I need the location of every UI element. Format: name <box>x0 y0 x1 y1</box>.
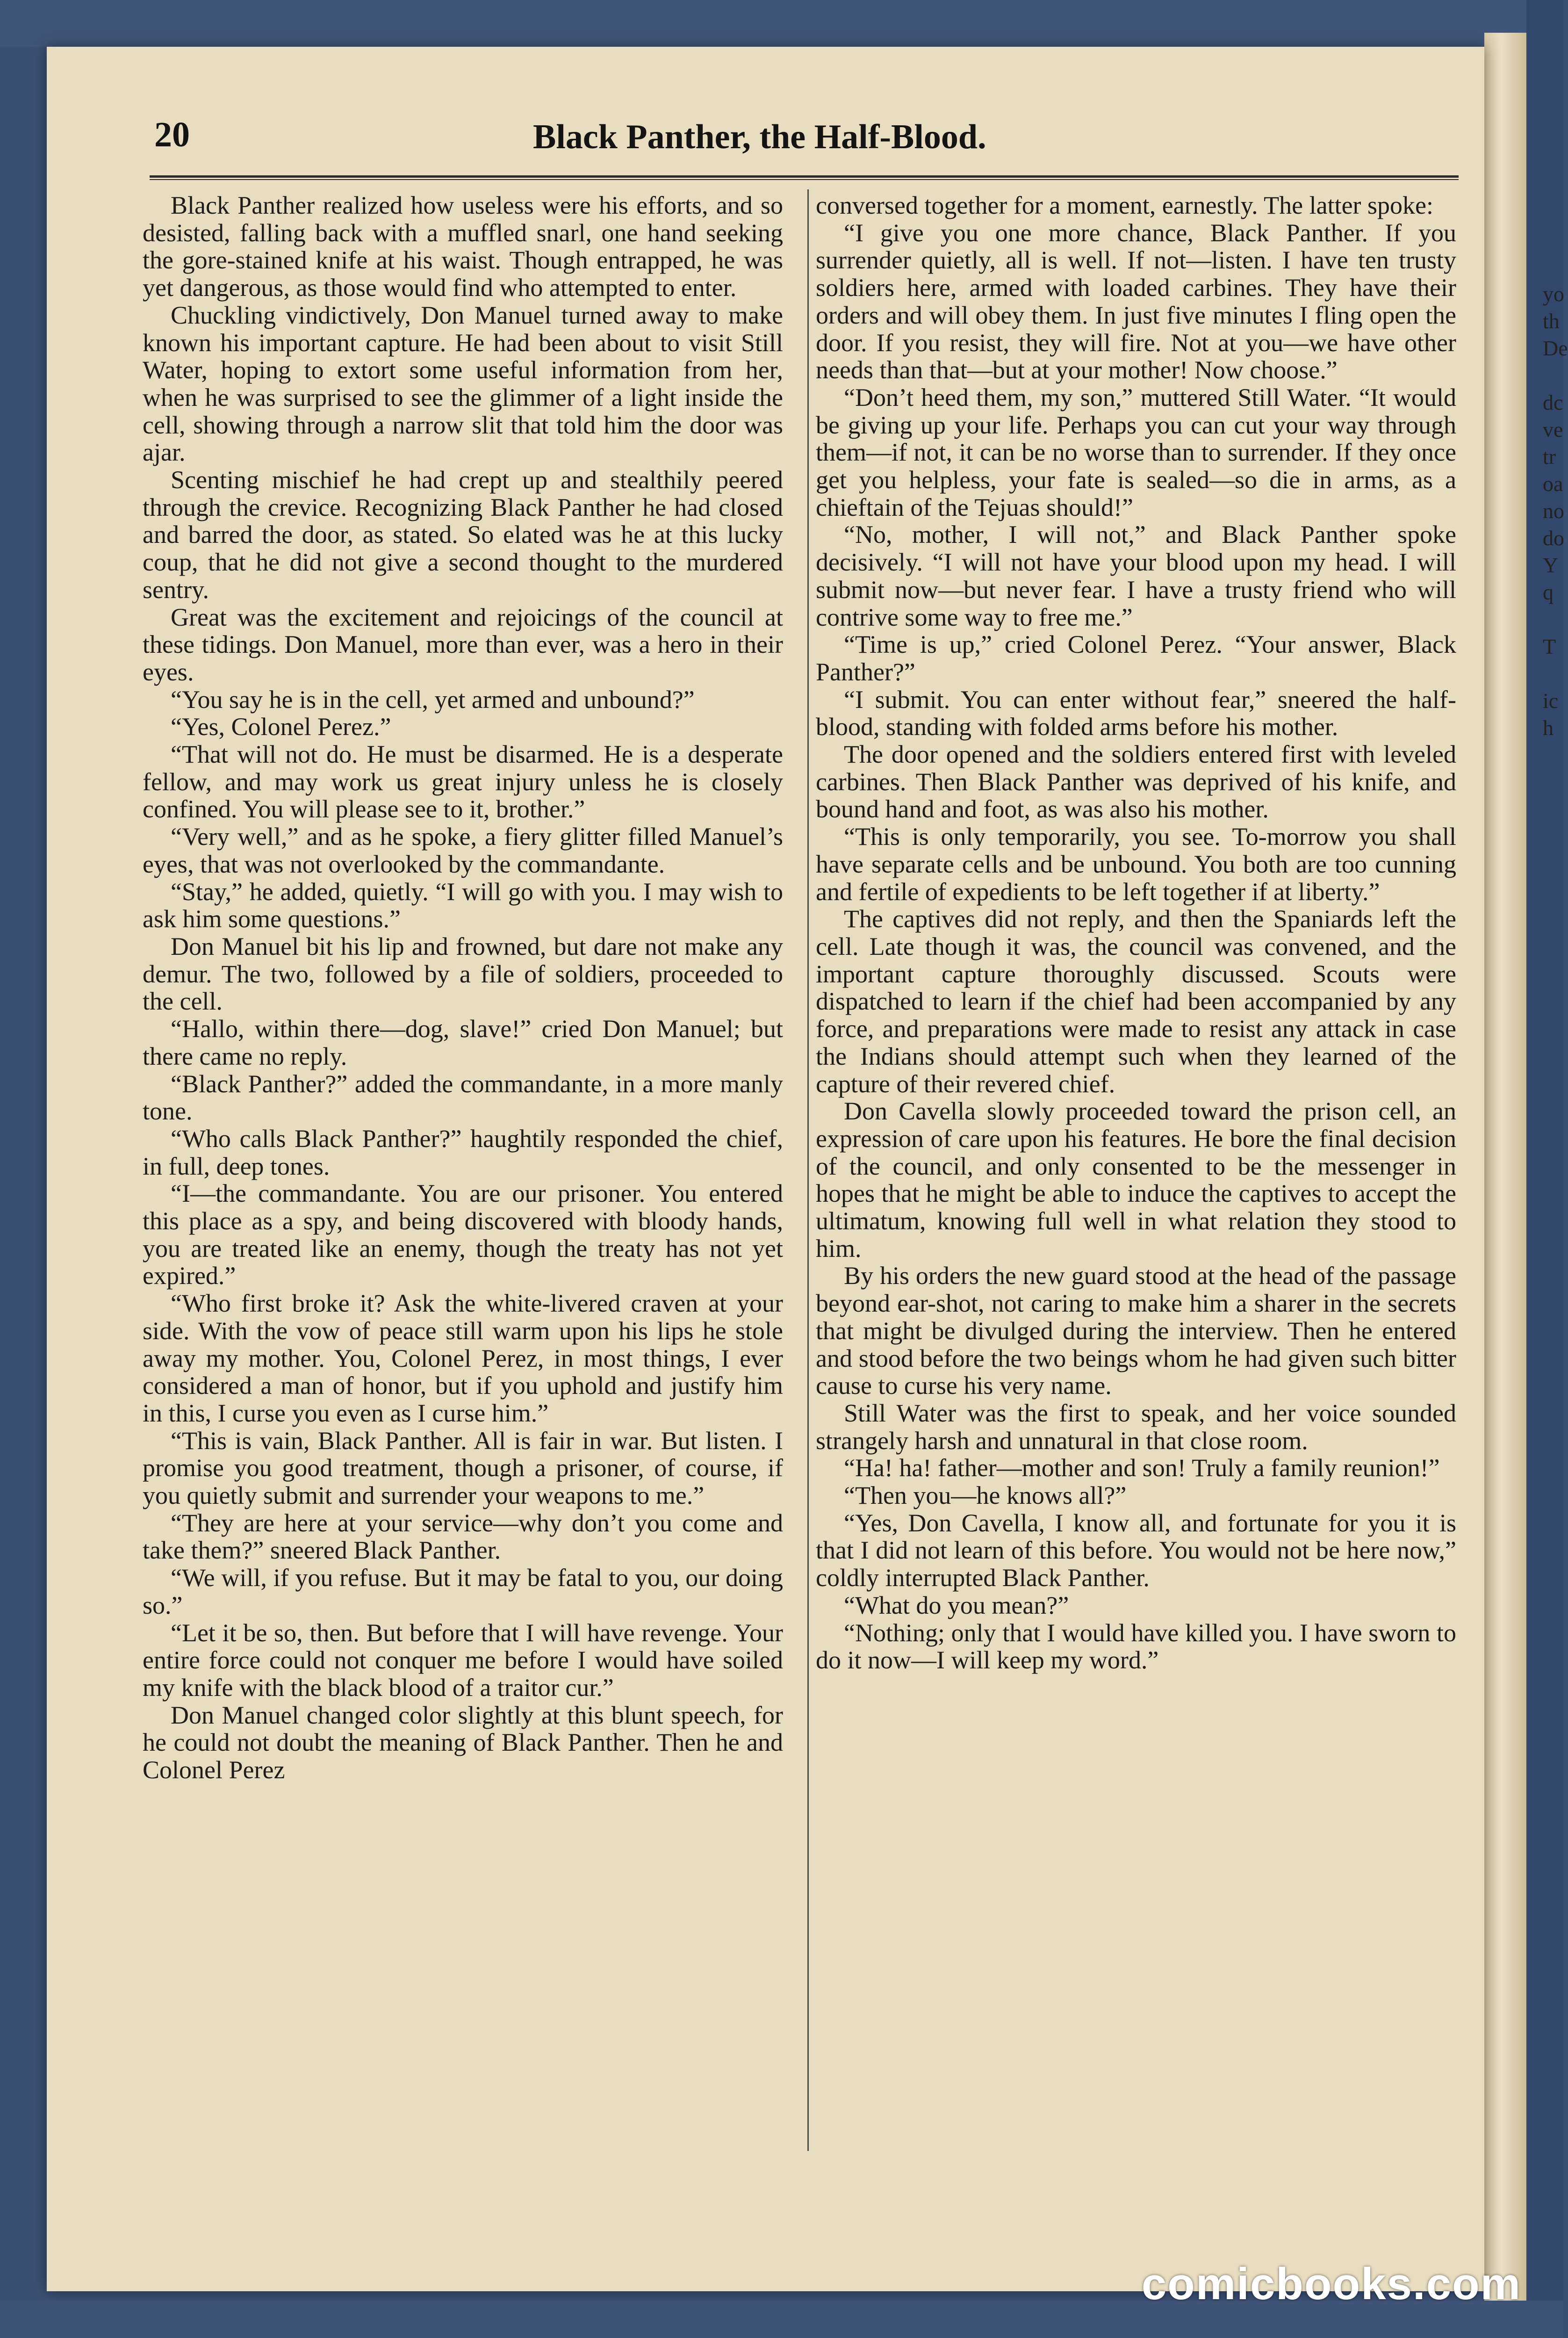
paragraph: “That will not do. He must be disarmed. He is a desperate fellow, and may work us great injury unless he is closely confined. You will please see to it, brother.” <box>143 740 783 823</box>
paragraph: “You say he is in the cell, yet armed and unbound?” <box>171 685 695 714</box>
paragraph: “I—the commandante. You are our prisoner. You entered this place as a spy, and being discovered with bloody hands, you are treated like an enemy, though the treaty has not yet expired.” <box>143 1179 783 1290</box>
paragraph: The door opened and the soldiers entered first with leveled carbines. Then Black Panther was deprived of his knife, and bound hand and foot, as was also his mother. <box>816 740 1456 823</box>
header-rule <box>150 175 1459 180</box>
page-number: 20 <box>154 115 190 154</box>
paragraph: Scenting mischief he had crept up and stealthily peered through the crevice. Recognizing Black Panther he had closed and barred the door, as stated. So elated was he at this lucky coup, that he did not give a second thought to the murdered sentry. <box>143 466 783 604</box>
backdrop <box>0 0 1563 47</box>
paragraph: “Don’t heed them, my son,” muttered Still Water. “It would be giving up your life. Perhaps you can cut your way through them—if not, it can be no worse than to surrender. If they once get you helpless, your fate is sealed—so die in arms, as a chieftain of the Tejuas should!” <box>816 383 1456 521</box>
paragraph: “Black Panther?” added the commandante, in a more manly tone. <box>143 1069 783 1126</box>
paragraph: “Time is up,” cried Colonel Perez. “Your answer, Black Panther?” <box>816 630 1456 686</box>
paragraph: “Stay,” he added, quietly. “I will go with you. I may wish to ask him some questions.” <box>143 877 783 933</box>
paragraph: “What do you mean?” <box>844 1591 1069 1619</box>
paragraph: “Nothing; only that I would have killed you. I have sworn to do it now—I will keep my word.” <box>816 1618 1456 1674</box>
paragraph: “No, mother, I will not,” and Black Panther spoke decisively. “I will not have your blood upon my head. I will submit now—but never fear. I have a trusty friend who will contrive some way to free me.” <box>816 520 1456 631</box>
paragraph: “Yes, Colonel Perez.” <box>171 713 391 741</box>
paragraph: Don Manuel bit his lip and frowned, but dare not make any demur. The two, followed by a file of soldiers, proceeded to the cell. <box>143 932 783 1016</box>
paragraph: By his orders the new guard stood at the head of the passage beyond ear-shot, not caring to make him a sharer in the secrets that might be divulged during the interview. Then he entered and stood before the two beings whom he had given such bitter cause to curse his very name. <box>816 1262 1456 1400</box>
watermark: comicbooks.com <box>1141 2259 1521 2309</box>
paragraph: “Hallo, within there—dog, slave!” cried Don Manuel; but there came no reply. <box>143 1015 783 1070</box>
paragraph: “We will, if you refuse. But it may be fatal to you, our doing so.” <box>143 1564 783 1619</box>
left-column <box>143 192 783 1784</box>
paragraph: Still Water was the first to speak, and her voice sounded strangely harsh and unnatural in that close room. <box>816 1399 1456 1455</box>
paragraph: “Then you—he knows all?” <box>844 1481 1127 1510</box>
paragraph: “Let it be so, then. But before that I will have revenge. Your entire force could not conquer me before I would have soiled my knife with the black blood of a traitor cur.” <box>143 1618 783 1702</box>
paragraph: The captives did not reply, and then the Spaniards left the cell. Late though it was, the council was convened, and the important capture thoroughly discussed. Scouts were dispatched to learn if the chief had been accompanied by any force, and preparations were made to resist any attack in case the Indians should attempt such when they learned of the capture of their revered chief. <box>816 905 1456 1098</box>
paragraph: “I give you one more chance, Black Panther. If you surrender quietly, all is well. If not—listen. I have ten trusty soldiers here, armed with loaded carbines. They have their orders and will obey them. In just five minutes I fling open the door. If you resist, they will fire. Not at you—we have other needs than that—but at your mother! Now choose.” <box>816 218 1456 384</box>
paragraph: “They are here at your service—why don’t you come and take them?” sneered Black Panther. <box>143 1508 783 1565</box>
next-page-fragments: yo th De dc ve tr oa no do Y q T ic h <box>1543 282 1568 740</box>
column-divider <box>807 189 809 2151</box>
paragraph: conversed together for a moment, earnestly. The latter spoke: <box>816 191 1434 219</box>
paragraph: “I submit. You can enter without fear,” sneered the half-blood, standing with folded arms before his mother. <box>816 685 1456 741</box>
paragraph: Black Panther realized how useless were his efforts, and so desisted, falling back with a muffled snarl, one hand seeking the gore-stained knife at his waist. Though entrapped, he was yet dangerous, as those would find who attempted to enter. <box>143 191 783 302</box>
paragraph: Don Manuel changed color slightly at this blunt speech, for he could not doubt the meaning of Black Panther. Then he and Colonel Perez <box>143 1701 783 1784</box>
paragraph: “Who first broke it? Ask the white-livered craven at your side. With the vow of peace still warm upon his lips he stole away my mother. You, Colonel Perez, in most things, I ever considered a man of honor, but if you uphold and justify him in this, I curse you even as I curse him.” <box>143 1289 783 1427</box>
page-header <box>103 115 1459 166</box>
page-edge <box>1484 33 1526 2305</box>
paragraph: “Yes, Don Cavella, I know all, and fortunate for you it is that I did not learn of this before. You would not be here now,” coldly interrupted Black Panther. <box>816 1508 1456 1592</box>
paragraph: “Ha! ha! father—mother and son! Truly a family reunion!” <box>844 1454 1440 1482</box>
running-title: Black Panther, the Half-Blood. <box>533 118 986 156</box>
paragraph: Great was the excitement and rejoicings of the council at these tidings. Don Manuel, more than ever, was a hero in their eyes. <box>143 603 783 686</box>
paragraph: Chuckling vindictively, Don Manuel turned away to make known his important capture. He had been about to visit Still Water, hoping to extort some useful information from her, when he was surprised to see the glimmer of a light inside the cell, showing through a narrow slit that told him the door was ajar. <box>143 301 783 467</box>
right-column <box>816 192 1456 1674</box>
paragraph: Don Cavella slowly proceeded toward the prison cell, an expression of care upon his features. He bore the final decision of the council, and only consented to be the messenger in hopes that he might be able to induce the captives to accept the ultimatum, knowing full well in what relation they stood to him. <box>816 1097 1456 1263</box>
paragraph: “Very well,” and as he spoke, a fiery glitter filled Manuel’s eyes, that was not overlooked by the commandante. <box>143 823 783 878</box>
paragraph: “Who calls Black Panther?” haughtily responded the chief, in full, deep tones. <box>143 1124 783 1180</box>
paragraph: “This is only temporarily, you see. To-morrow you shall have separate cells and be unbound. You both are too cunning and fertile of expedients to be left together if at liberty.” <box>816 823 1456 906</box>
paragraph: “This is vain, Black Panther. All is fair in war. But listen. I promise you good treatment, though a prisoner, of course, if you quietly submit and surrender your weapons to me.” <box>143 1426 783 1510</box>
